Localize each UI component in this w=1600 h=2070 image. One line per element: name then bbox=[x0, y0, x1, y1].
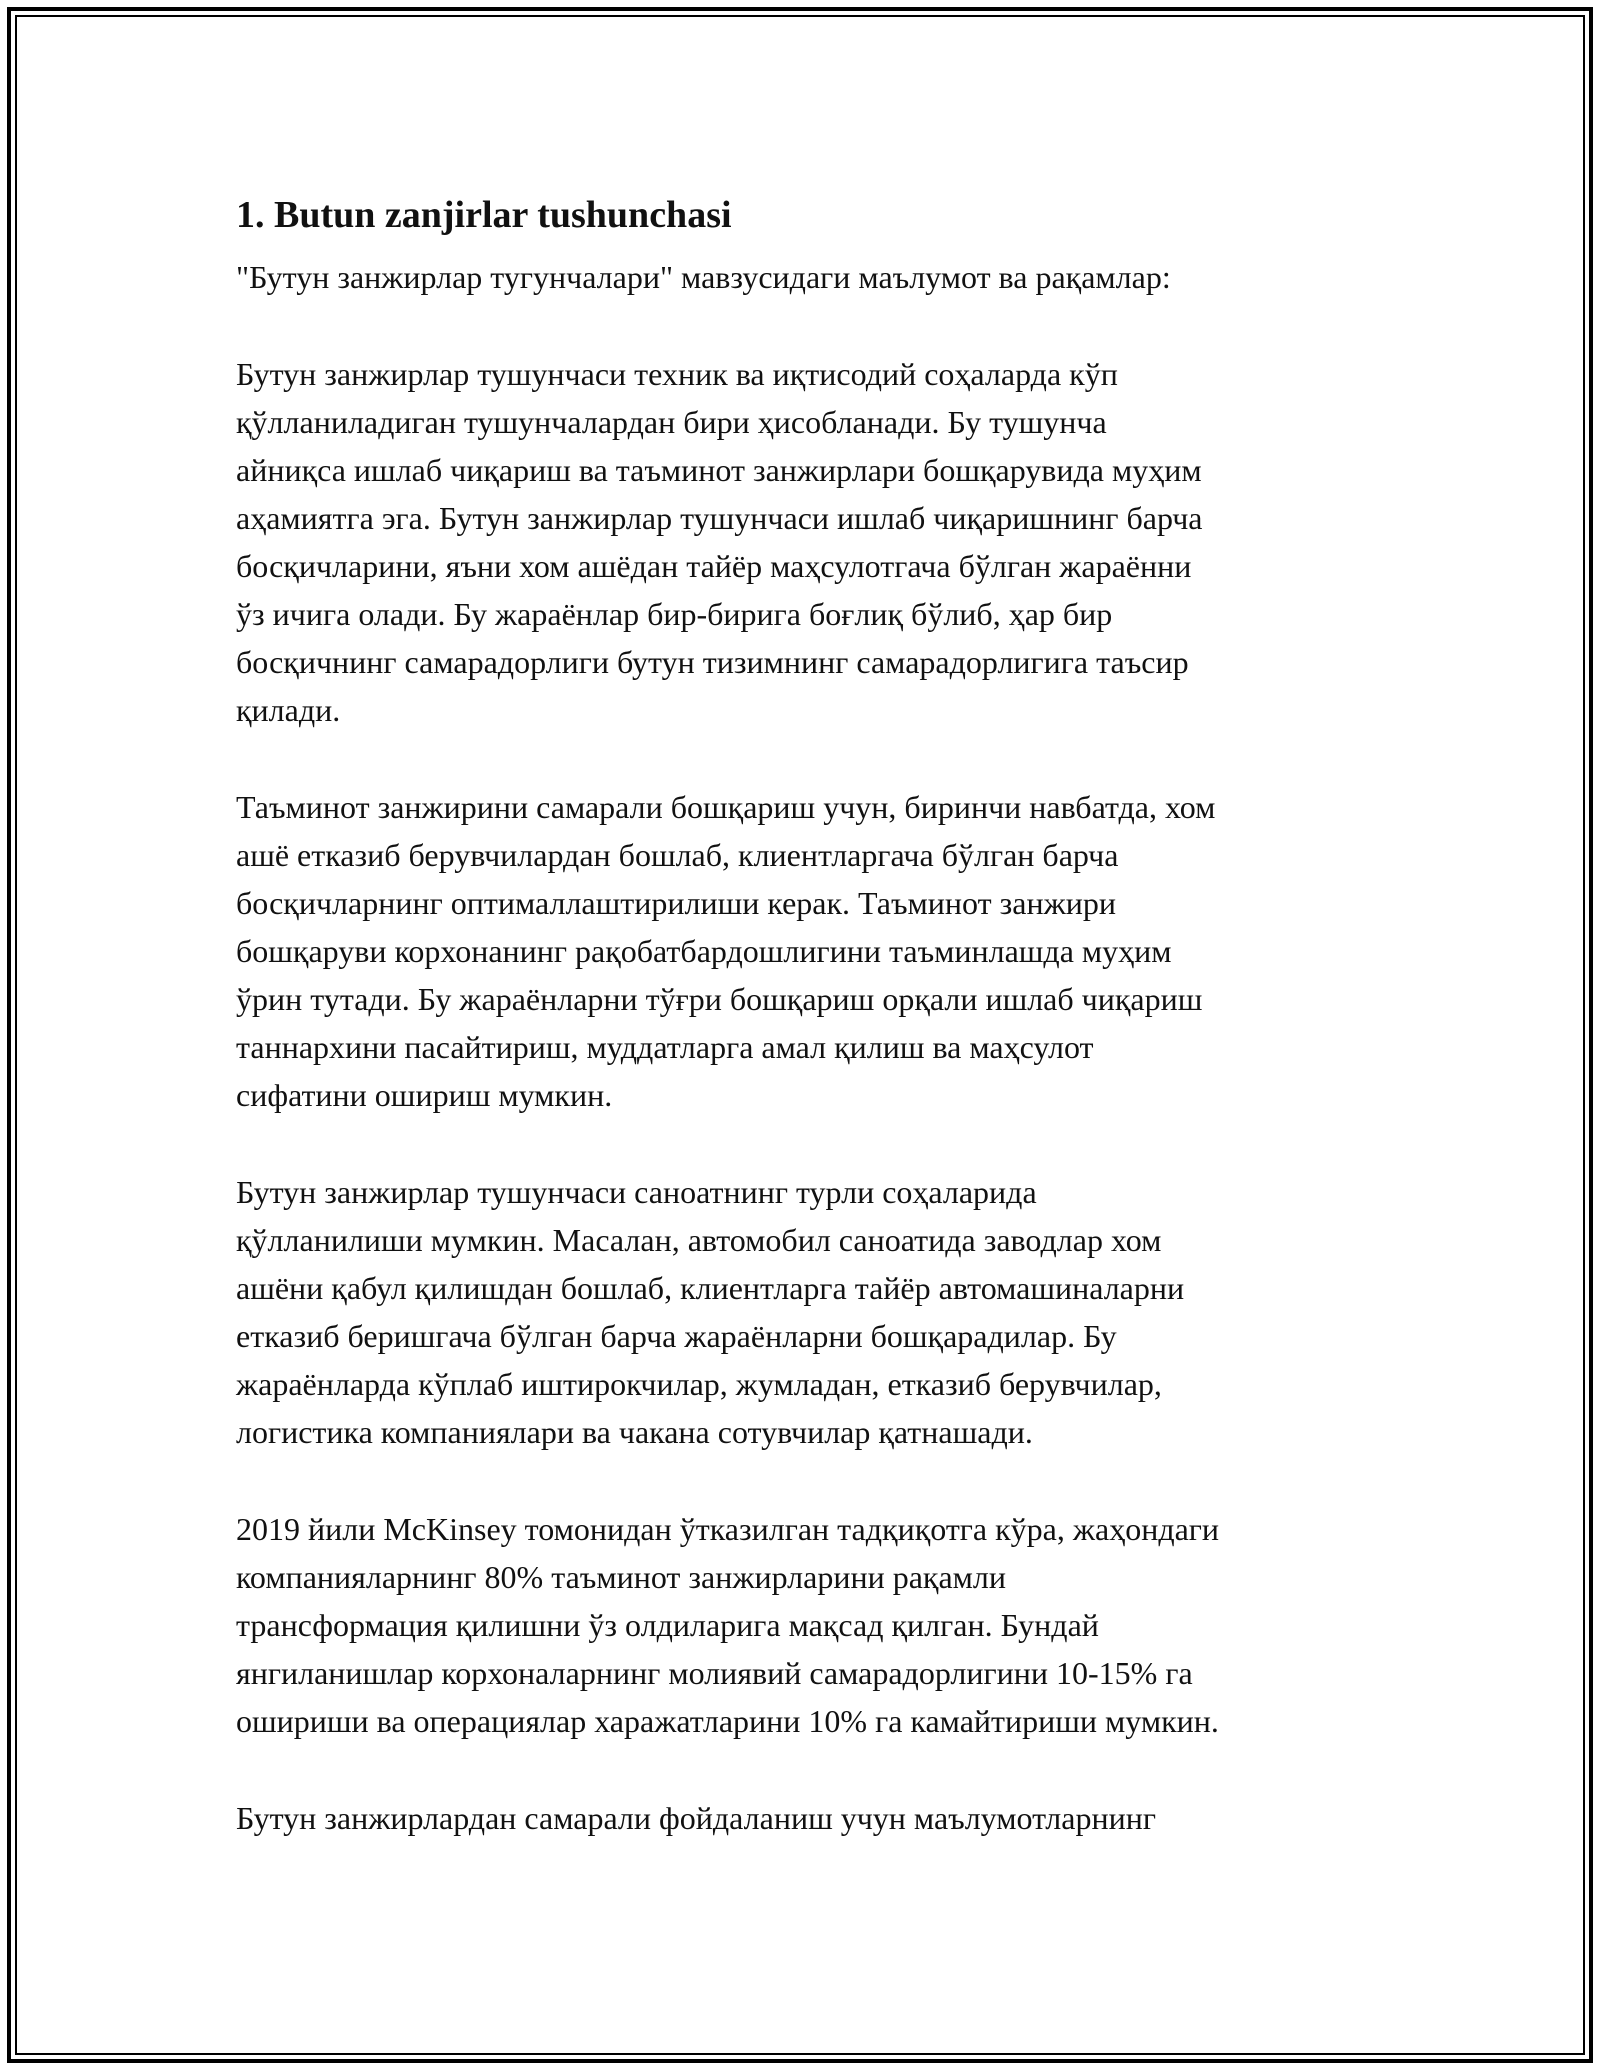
paragraph-line: ўрин тутади. Бу жараёнларни тўғри бошқариш орқали ишлаб чиқариш bbox=[236, 981, 1203, 1018]
paragraph-line: трансформация қилишни ўз олдиларига мақсад қилган. Бундай bbox=[236, 1607, 1099, 1644]
paragraph-line: Бутун занжирлардан самарали фойдаланиш учун маълумотларнинг bbox=[236, 1800, 1156, 1837]
body-paragraph bbox=[236, 350, 1366, 735]
paragraph-line: аҳамиятга эга. Бутун занжирлар тушунчаси ишлаб чиқаришнинг барча bbox=[236, 499, 1203, 536]
paragraph-line: қилади. bbox=[236, 692, 341, 729]
paragraph-line: айниқса ишлаб чиқариш ва таъминот занжирлари бошқарувида муҳим bbox=[236, 451, 1202, 488]
body-paragraph bbox=[236, 1168, 1366, 1457]
paragraph-list bbox=[236, 350, 1366, 1843]
body-paragraph bbox=[236, 1794, 1366, 1842]
paragraph-line: қўлланиладиган тушунчалардан бири ҳисобланади. Бу тушунча bbox=[236, 403, 1107, 440]
paragraph-line: таннархини пасайтириш, муддатларга амал қилиш ва маҳсулот bbox=[236, 1029, 1094, 1066]
paragraph-line: етказиб беришгача бўлган барча жараёнларни бошқарадилар. Бу bbox=[236, 1318, 1117, 1355]
paragraph-line: жараёнларда кўплаб иштирокчилар, жумладан, етказиб берувчилар, bbox=[236, 1366, 1162, 1403]
paragraph-line: ашёни қабул қилишдан бошлаб, клиентларга тайёр автомашиналарни bbox=[236, 1270, 1185, 1307]
paragraph-line: ошириши ва операциялар харажатларини 10% га камайтириши мумкин. bbox=[236, 1703, 1219, 1740]
paragraph-line: Таъминот занжирини самарали бошқариш учун, биринчи навбатда, хом bbox=[236, 788, 1216, 825]
paragraph-line: ўз ичига олади. Бу жараёнлар бир-бирига боғлиқ бўлиб, ҳар бир bbox=[236, 596, 1113, 633]
paragraph-line: компанияларнинг 80% таъминот занжирларини рақамли bbox=[236, 1559, 1006, 1596]
paragraph-line: Бутун занжирлар тушунчаси саноатнинг турли соҳаларида bbox=[236, 1174, 1037, 1210]
document-body bbox=[236, 185, 1366, 1842]
paragraph-line: босқичнинг самарадорлиги бутун тизимнинг самарадорлигига таъсир bbox=[236, 644, 1189, 681]
body-paragraph bbox=[236, 783, 1366, 1120]
paragraph-line: босқичларнинг оптималлаштирилиши керак. Таъминот занжири bbox=[236, 885, 1116, 922]
intro-line: "Бутун занжирлар тугунчалари" мавзусидаги маълумот ва рақамлар: bbox=[236, 259, 1171, 295]
paragraph-line: ашё етказиб берувчилардан бошлаб, клиентларгача бўлган барча bbox=[236, 836, 1119, 873]
section-heading: 1. Butun zanjirlar tushunchasi bbox=[236, 194, 732, 236]
paragraph-line: босқичларини, яъни хом ашёдан тайёр маҳсулотгача бўлган жараённи bbox=[236, 547, 1192, 584]
paragraph-line: логистика компаниялари ва чакана сотувчилар қатнашади. bbox=[236, 1414, 1033, 1451]
paragraph-line: сифатини ошириш мумкин. bbox=[236, 1077, 613, 1114]
paragraph-line: янгиланишлар корхоналарнинг молиявий самарадорлигини 10-15% га bbox=[236, 1655, 1193, 1692]
paragraph-line: бошқаруви корхонанинг рақобатбардошлигини таъминлашда муҳим bbox=[236, 933, 1172, 970]
paragraph-line: Бутун занжирлар тушунчаси техник ва иқтисодий соҳаларда кўп bbox=[236, 355, 1118, 392]
body-paragraph bbox=[236, 1505, 1366, 1745]
paragraph-line: 2019 йили McKinsey томонидан ўтказилган тадқиқотга кўра, жаҳондаги bbox=[236, 1511, 1220, 1548]
paragraph-line: қўлланилиши мумкин. Масалан, автомобил саноатида заводлар хом bbox=[236, 1222, 1162, 1259]
